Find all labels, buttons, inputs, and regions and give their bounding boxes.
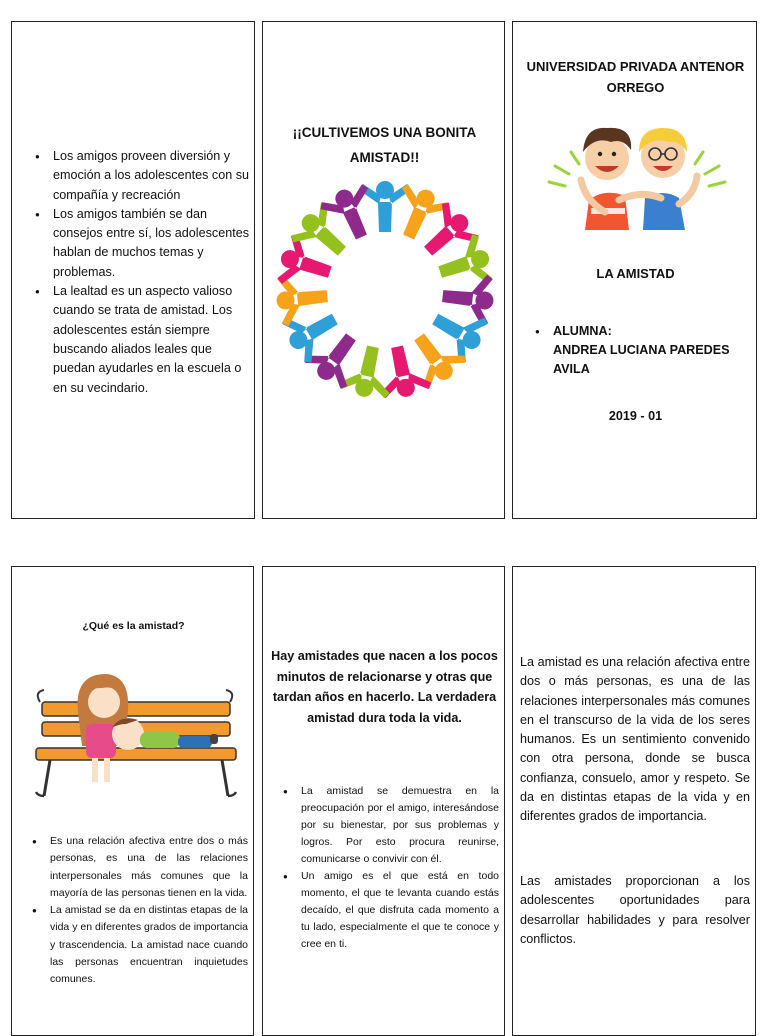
student-label: ● ALUMNA:	[553, 324, 612, 338]
list-item: ● La lealtad es un aspecto valioso cuando se trata de amistad. Los adolescentes están siempre buscando aliados leales que puedan ayudarles en la escuela o en su vecindario.	[35, 282, 257, 398]
definition-list	[32, 833, 248, 989]
brochure-title: LA AMISTAD	[596, 266, 675, 281]
list-item	[535, 322, 745, 379]
student-info	[535, 322, 745, 379]
two-friends-illustration	[545, 108, 729, 230]
panel-cover	[512, 21, 757, 519]
cultivate-title: ¡¡CULTIVEMOS UNA BONITA AMISTAD!!	[292, 125, 477, 165]
circle-of-friends-illustration	[273, 172, 497, 412]
list-item: ● Es una relación afectiva entre dos o más personas, es una de las relaciones interpersonales más comunes que la mayoría de las personas tienen en la vida.	[32, 833, 248, 902]
university-name: UNIVERSIDAD PRIVADA ANTENOR ORREGO	[526, 59, 745, 95]
panel-friendship-benefits	[11, 21, 255, 519]
panel-friendship-definition	[512, 566, 756, 1036]
benefits-list	[35, 147, 257, 398]
friendship-list	[283, 783, 499, 953]
person-figure	[440, 270, 496, 327]
list-item: ● La amistad se demuestra en la preocupación por el amigo, interesándose por su bienestar, por sus problemas y logros. Por esto procura reunirse, comunicarse o convivir con él.	[283, 783, 499, 868]
panel-what-is-friendship	[11, 566, 254, 1036]
student-name: ANDREA LUCIANA PAREDES AVILA	[553, 343, 730, 376]
list-item: ● Los amigos proveen diversión y emoción a los adolescentes con su compañía y recreación	[35, 147, 257, 205]
panel-cultivate-friendship	[262, 21, 505, 519]
list-item: ● La amistad se da en distintas etapas de la vida y en diferentes grados de importancia y trascendencia. La amistad nace cuando las personas encuentran inquietudes comunes.	[32, 902, 248, 988]
adolescents-paragraph: Las amistades proporcionan a los adolescentes oportunidades para desarrollar habilidades y para resolver conflictos.	[520, 874, 750, 946]
friendship-quote: Hay amistades que nacen a los pocos minutos de relacionarse y otras que tardan años en hacerlo. La verdadera amistad dura toda la vida.	[271, 649, 498, 725]
term-label: 2019 - 01	[608, 409, 663, 423]
list-item: ● Los amigos también se dan consejos entre sí, los adolescentes hablan de muchos temas y problemas.	[35, 205, 257, 282]
list-item: ● Un amigo es el que está en todo momento, el que te levanta cuando estás decaído, el que disfruta cada momento a tu lado, especialmente el que te conoce y cree en ti.	[283, 868, 499, 953]
question-heading: ¿Qué es la amistad?	[82, 620, 185, 632]
definition-paragraph: La amistad es una relación afectiva entre dos o más personas, es una de las relaciones interpersonales más comunes en el transcurso de la vida de los seres humanos. Es un sentimiento convenido con otra persona, donde se busca confianza, consuelo, amor y respeto. Se da en distintas etapas de la vida y en diferentes grados de importancia.	[520, 655, 750, 824]
panel-true-friendship	[262, 566, 505, 1036]
friends-on-bench-illustration	[28, 662, 242, 802]
